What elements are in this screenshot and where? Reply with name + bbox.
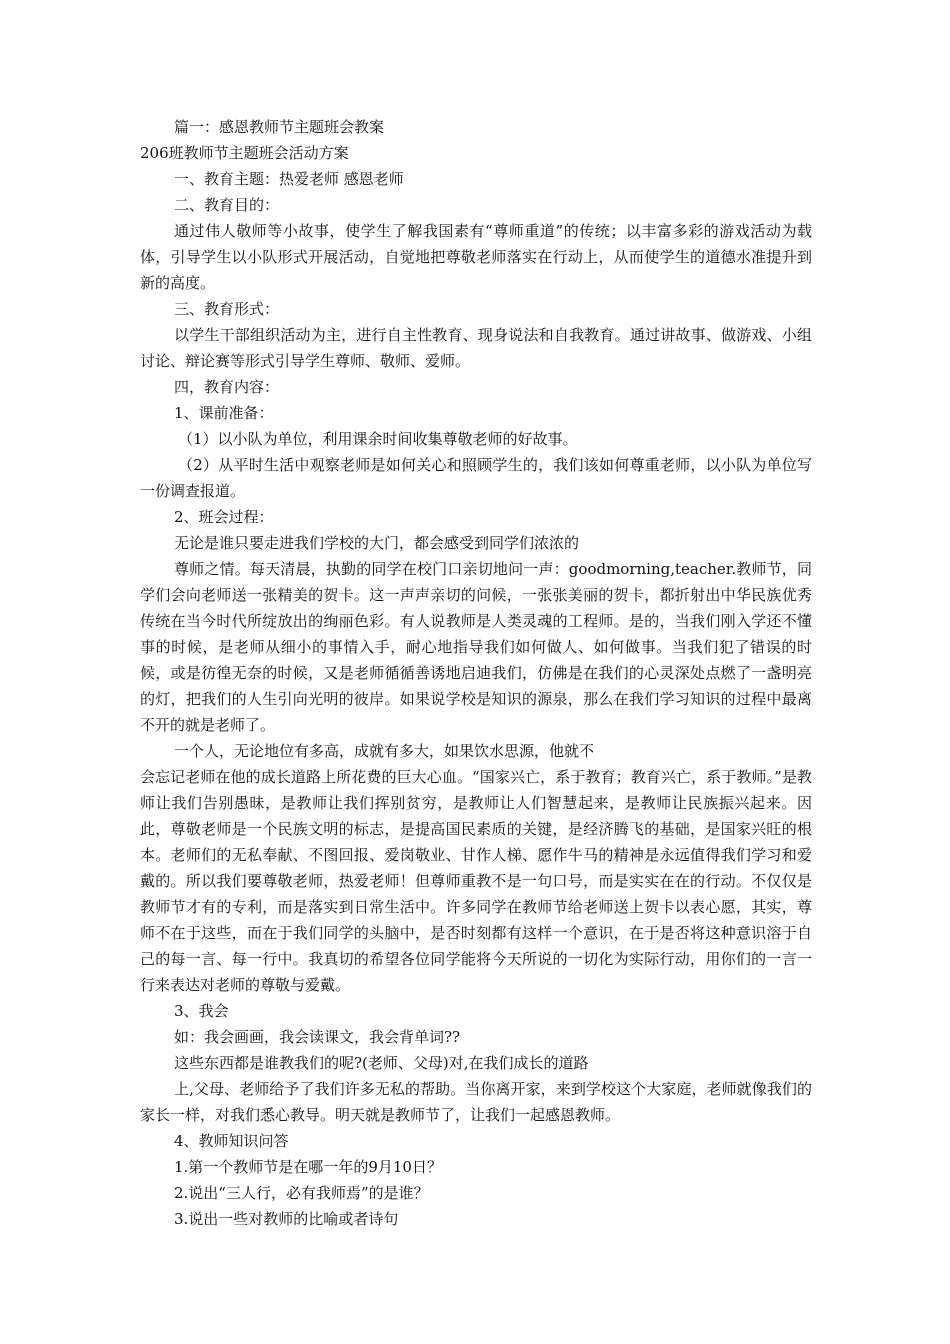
subheading-quiz: 4、教师知识问答 bbox=[174, 1132, 289, 1150]
section-heading-form: 三、教育形式： bbox=[174, 300, 280, 318]
subheading-preparation: 1、课前准备： bbox=[174, 404, 274, 422]
section-heading-purpose: 二、教育目的： bbox=[174, 196, 280, 214]
paragraph-process-4: 会忘记老师在他的成长道路上所花费的巨大心血。“国家兴亡，系于教育；教育兴亡，系于教师。”是教师让我们告别愚昧，是教师让我们挥别贫穷，是教师让人们智慧起来，是教师让民族振兴起来。因此，尊敬老师是一个民族文明的标志，是提高国民素质的关键，是经济腾飞的基础，是国家兴旺的根本。老师们的无私奉献、不图回报、爱岗敬业、甘作人梯、愿作牛马的精神是永远值得我们学习和爱戴的。所以我们要尊敬老师，热爱老师！但尊师重教不是一句口号，而是实实在在的行动。不仅仅是教师节才有的专利，而是落实到日常生活中。许多同学在教师节给老师送上贺卡以表心愿，其实，尊师不在于这些，而在于我们同学的头脑中，是否时刻都有这样一个意识，在于是否将这种意识溶于自己的每一言、每一行中。我真切的希望各位同学能将今天所说的一切化为实际行动，用你们的一言一行来表达对老师的尊敬与爱戴。 bbox=[140, 768, 812, 994]
paragraph-i-can-2: 这些东西都是谁教我们的呢?(老师、父母)对,在我们成长的道路 bbox=[174, 1054, 589, 1072]
list-item-1: （1）以小队为单位，利用课余时间收集尊敬老师的好故事。 bbox=[178, 430, 578, 448]
quiz-question-1: 1.第一个教师节是在哪一年的9月10日？ bbox=[174, 1158, 442, 1176]
list-item-2: （2）从平时生活中观察老师是如何关心和照顾学生的，我们该如何尊重老师，以小队为单位写一份调查报道。 bbox=[140, 456, 812, 500]
quiz-question-3: 3.说出一些对教师的比喻或者诗句 bbox=[174, 1210, 399, 1228]
section-heading-content: 四，教育内容： bbox=[174, 378, 280, 396]
paragraph-i-can-1: 如：我会画画，我会读课文，我会背单词?? bbox=[174, 1028, 461, 1046]
subheading-i-can: 3、我会 bbox=[174, 1002, 229, 1020]
paragraph-purpose: 通过伟人敬师等小故事，使学生了解我国素有“尊师重道”的传统；以丰富多彩的游戏活动为载体，引导学生以小队形式开展活动，自觉地把尊敬老师落实在行动上，从而使学生的道德水准提升到新的高度。 bbox=[140, 222, 812, 292]
paragraph-process-3: 一个人，无论地位有多高，成就有多大，如果饮水思源，他就不 bbox=[174, 742, 595, 760]
paragraph-process-1: 无论是谁只要走进我们学校的大门，都会感受到同学们浓浓的 bbox=[174, 534, 580, 552]
document-title: 篇一：感恩教师节主题班会教案 bbox=[174, 118, 385, 136]
section-heading-theme: 一、教育主题：热爱老师 感恩老师 bbox=[174, 170, 404, 188]
document-page bbox=[140, 114, 812, 1232]
subheading-process: 2、班会过程： bbox=[174, 508, 274, 526]
quiz-question-2: 2.说出“三人行，必有我师焉”的是谁？ bbox=[174, 1184, 429, 1202]
paragraph-process-2: 尊师之情。每天清晨，执勤的同学在校门口亲切地问一声：goodmorning,teacher.教师节，同学们会向老师送一张精美的贺卡。这一声声亲切的问候，一张张美丽的贺卡，都折射出中华民族优秀传统在当今时代所绽放出的绚丽色彩。有人说教师是人类灵魂的工程师。是的，当我们刚入学还不懂事的时候，是老师从细小的事情入手，耐心地指导我们如何做人、如何做事。当我们犯了错误的时候，或是彷徨无奈的时候，又是老师循循善诱地启迪我们，仿佛是在我们的心灵深处点燃了一盏明亮的灯，把我们的人生引向光明的彼岸。如果说学校是知识的源泉，那么在我们学习知识的过程中最离不开的就是老师了。 bbox=[140, 560, 812, 734]
paragraph-form: 以学生干部组织活动为主，进行自主性教育、现身说法和自我教育。通过讲故事、做游戏、小组讨论、辩论赛等形式引导学生尊师、敬师、爱师。 bbox=[140, 326, 812, 370]
document-subtitle: 206班教师节主题班会活动方案 bbox=[140, 144, 349, 162]
paragraph-i-can-3: 上,父母、老师给予了我们许多无私的帮助。当你离开家，来到学校这个大家庭，老师就像我们的家长一样，对我们悉心教导。明天就是教师节了，让我们一起感恩教师。 bbox=[140, 1080, 812, 1124]
